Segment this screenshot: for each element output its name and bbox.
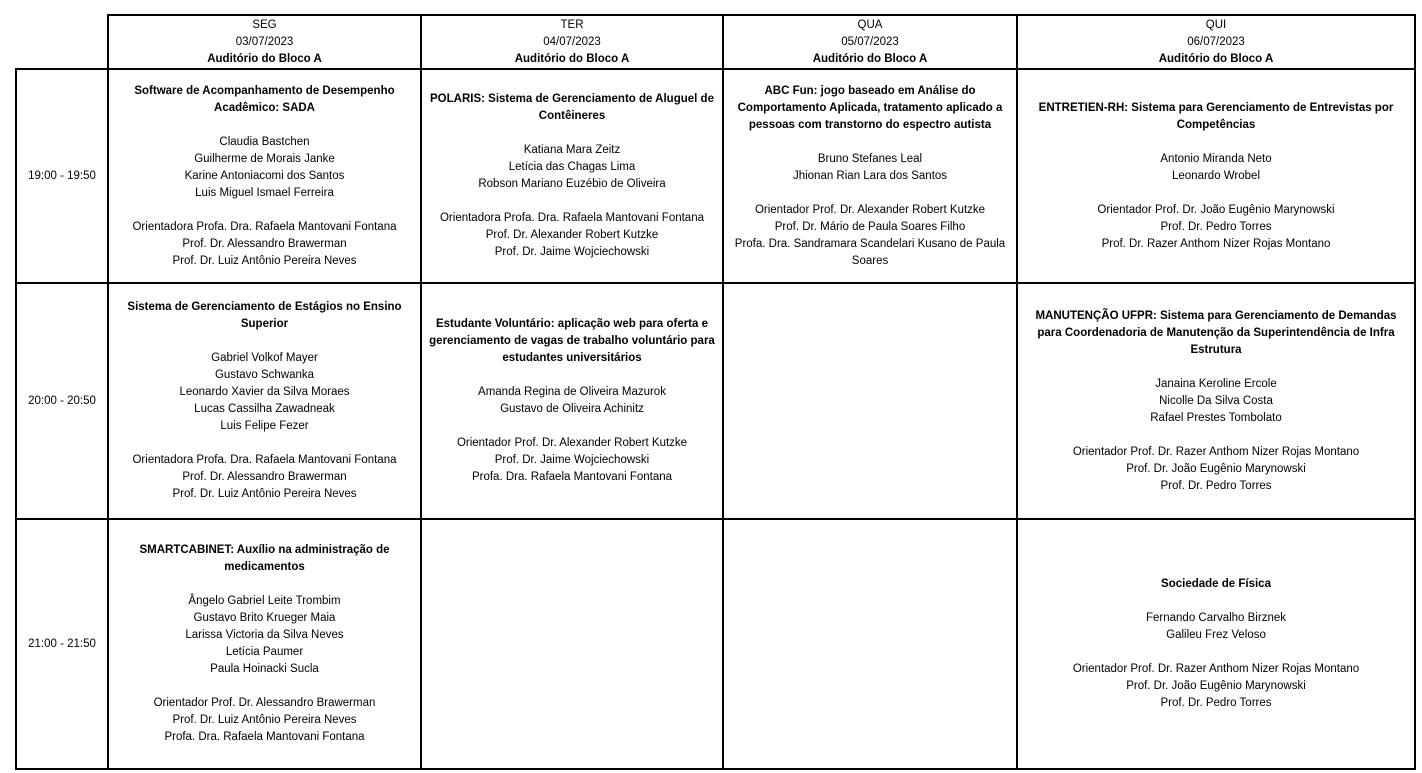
- student-name: Paula Hoinacki Sucla: [210, 663, 319, 675]
- advisor-name: Orientador Prof. Dr. Razer Anthom Nizer Rojas Montano: [1072, 445, 1360, 458]
- spacer: [1022, 644, 1410, 661]
- day-header: [108, 15, 421, 69]
- presentation-cell: [421, 69, 723, 283]
- student-name: Luis Miguel Ismael Ferreira: [195, 186, 334, 199]
- day-weekday: QUA: [857, 19, 883, 31]
- presentation-block: [1022, 520, 1410, 768]
- student-name: Gustavo Schwanka: [214, 369, 315, 381]
- spacer: [113, 117, 416, 134]
- presentation-title: POLARIS: Sistema de Gerenciamento de Aluguel de Contêineres: [430, 93, 714, 122]
- advisor-name: Prof. Dr. Jaime Wojciechowski: [494, 454, 650, 466]
- presentation-cell: [1017, 283, 1415, 519]
- time-slot-row: [16, 283, 1415, 519]
- presentation-cell: [108, 519, 421, 769]
- advisor-name: Prof. Dr. Alessandro Brawerman: [182, 471, 347, 483]
- day-weekday: QUI: [1205, 19, 1227, 31]
- spacer: [1022, 593, 1410, 610]
- advisor-name: Profa. Dra. Rafaela Mantovani Fontana: [164, 731, 365, 743]
- student-name: Fernando Carvalho Birznek: [1146, 612, 1286, 624]
- student-name: Lucas Cassilha Zawadneak: [194, 403, 335, 415]
- presentation-title: ENTRETIEN-RH: Sistema para Gerenciamento de Entrevistas por Competências: [1038, 101, 1394, 131]
- empty-slot-cell: [723, 519, 1017, 769]
- student-name: Claudia Bastchen: [219, 135, 310, 148]
- day-header: [421, 15, 723, 69]
- time-slot-row: [16, 519, 1415, 769]
- advisor-name: Orientador Prof. Dr. Alexander Robert Kutzke: [456, 437, 688, 449]
- presentation-block: [113, 520, 416, 768]
- student-name: Luis Felipe Fezer: [220, 420, 309, 432]
- presentation-title: MANUTENÇÃO UFPR: Sistema para Gerenciamento de Demandas para Coordenadoria de Manutenção da Superintendência de Infra Estrutura: [1035, 309, 1397, 356]
- presentation-block: [426, 284, 718, 518]
- day-date: 04/07/2023: [543, 36, 601, 48]
- student-name: Gustavo Brito Krueger Maia: [193, 612, 336, 624]
- student-name: Leonardo Wrobel: [1171, 169, 1260, 182]
- presentation-title: Sociedade de Física: [1161, 578, 1271, 590]
- advisor-name: Profa. Dra. Sandramara Scandelari Kusano de Paula Soares: [734, 237, 1006, 267]
- student-name: Rafael Prestes Tombolato: [1150, 411, 1282, 424]
- schedule-table: [15, 14, 1416, 770]
- presentation-title: SMARTCABINET: Auxílio na administração de medicamentos: [139, 544, 390, 573]
- presentation-block: [426, 70, 718, 282]
- presentation-title: ABC Fun: jogo baseado em Análise do Comportamento Aplicada, tratamento aplicado a pessoas com transtorno do espectro autista: [737, 84, 1003, 131]
- advisor-name: Prof. Dr. Luiz Antônio Pereira Neves: [172, 714, 357, 726]
- day-venue: Auditório do Bloco A: [812, 53, 928, 65]
- advisor-name: Orientadora Profa. Dra. Rafaela Mantovani Fontana: [132, 454, 397, 466]
- spacer: [1022, 359, 1410, 376]
- student-name: Katiana Mara Zeitz: [523, 144, 621, 156]
- presentation-block: [113, 70, 416, 282]
- student-name: Janaina Keroline Ercole: [1155, 377, 1277, 390]
- spacer: [728, 134, 1012, 151]
- advisor-name: Prof. Dr. Mário de Paula Soares Filho: [774, 220, 966, 233]
- day-venue: Auditório do Bloco A: [207, 53, 322, 65]
- day-date: 03/07/2023: [235, 36, 294, 48]
- spacer: [426, 125, 718, 142]
- advisor-name: Prof. Dr. João Eugênio Marynowski: [1126, 462, 1306, 475]
- time-label: 20:00 - 20:50: [16, 283, 108, 519]
- student-name: Larissa Victoria da Silva Neves: [185, 629, 344, 641]
- advisor-name: Prof. Dr. Alessandro Brawerman: [182, 237, 347, 250]
- advisor-name: Orientador Prof. Dr. Alessandro Brawerman: [153, 697, 376, 709]
- presentation-title: Estudante Voluntário: aplicação web para oferta e gerenciamento de vagas de trabalho voluntário para estudantes universitários: [429, 318, 715, 364]
- student-name: Guilherme de Morais Janke: [194, 152, 335, 165]
- student-name: Amanda Regina de Oliveira Mazurok: [478, 386, 666, 398]
- student-name: Robson Mariano Euzébio de Oliveira: [478, 178, 666, 190]
- time-label: 21:00 - 21:50: [16, 519, 108, 769]
- presentation-block: [1022, 284, 1410, 518]
- spacer: [113, 576, 416, 593]
- presentation-block: [1022, 70, 1410, 282]
- advisor-name: Prof. Dr. Pedro Torres: [1160, 479, 1272, 492]
- day-date: 05/07/2023: [841, 36, 899, 48]
- spacer: [426, 367, 718, 384]
- empty-slot-cell: [421, 519, 723, 769]
- student-name: Ângelo Gabriel Leite Trombim: [188, 595, 341, 607]
- student-name: Bruno Stefanes Leal: [817, 152, 923, 165]
- time-label: 19:00 - 19:50: [16, 69, 108, 283]
- student-name: Nicolle Da Silva Costa: [1159, 394, 1273, 407]
- advisor-name: Prof. Dr. Luiz Antônio Pereira Neves: [172, 254, 357, 267]
- advisor-name: Profa. Dra. Rafaela Mantovani Fontana: [471, 471, 673, 483]
- presentation-cell: [1017, 69, 1415, 283]
- spacer: [1022, 185, 1410, 202]
- advisor-name: Prof. Dr. Jaime Wojciechowski: [494, 246, 650, 258]
- empty-slot-cell: [723, 283, 1017, 519]
- advisor-name: Prof. Dr. Pedro Torres: [1160, 697, 1272, 709]
- student-name: Gabriel Volkof Mayer: [211, 352, 318, 364]
- advisor-name: Orientador Prof. Dr. João Eugênio Marynowski: [1097, 203, 1335, 216]
- presentation-cell: [108, 69, 421, 283]
- spacer: [426, 193, 718, 210]
- student-name: Letícia Paumer: [225, 646, 304, 658]
- time-slot-row: [16, 69, 1415, 283]
- student-name: Karine Antoniacomi dos Santos: [184, 169, 345, 182]
- presentation-cell: [723, 69, 1017, 283]
- spacer: [426, 418, 718, 435]
- day-venue: Auditório do Bloco A: [514, 53, 630, 65]
- presentation-title: Software de Acompanhamento de Desempenho Acadêmico: SADA: [134, 84, 395, 114]
- header-row: [16, 15, 1415, 69]
- student-name: Jhionan Rian Lara dos Santos: [792, 169, 948, 182]
- advisor-name: Prof. Dr. João Eugênio Marynowski: [1126, 680, 1306, 692]
- presentation-block: [728, 70, 1012, 282]
- corner-cell: [16, 15, 108, 69]
- spacer: [1022, 134, 1410, 151]
- spacer: [1022, 427, 1410, 444]
- day-date: 06/07/2023: [1187, 36, 1245, 48]
- day-header: [723, 15, 1017, 69]
- spacer: [113, 678, 416, 695]
- student-name: Gustavo de Oliveira Achinitz: [500, 403, 644, 415]
- presentation-cell: [421, 283, 723, 519]
- student-name: Leonardo Xavier da Silva Moraes: [179, 386, 350, 398]
- student-name: Galileu Frez Veloso: [1166, 629, 1266, 641]
- spacer: [113, 202, 416, 219]
- presentation-block: [113, 284, 416, 518]
- day-weekday: TER: [560, 19, 584, 31]
- day-venue: Auditório do Bloco A: [1158, 53, 1274, 65]
- advisor-name: Prof. Dr. Alexander Robert Kutzke: [485, 229, 659, 241]
- day-weekday: SEG: [252, 19, 277, 31]
- advisor-name: Prof. Dr. Luiz Antônio Pereira Neves: [172, 488, 357, 500]
- spacer: [728, 185, 1012, 202]
- spacer: [113, 333, 416, 350]
- advisor-name: Prof. Dr. Pedro Torres: [1160, 220, 1272, 233]
- presentation-cell: [108, 283, 421, 519]
- day-header: [1017, 15, 1415, 69]
- advisor-name: Orientadora Profa. Dra. Rafaela Mantovani Fontana: [439, 212, 704, 224]
- student-name: Letícia das Chagas Lima: [508, 161, 636, 173]
- presentation-title: Sistema de Gerenciamento de Estágios no Ensino Superior: [127, 301, 402, 330]
- presentation-cell: [1017, 519, 1415, 769]
- advisor-name: Prof. Dr. Razer Anthom Nizer Rojas Montano: [1101, 237, 1331, 250]
- schedule-body: [16, 69, 1415, 769]
- advisor-name: Orientador Prof. Dr. Razer Anthom Nizer Rojas Montano: [1072, 663, 1360, 675]
- student-name: Antonio Miranda Neto: [1160, 152, 1272, 165]
- advisor-name: Orientadora Profa. Dra. Rafaela Mantovani Fontana: [132, 220, 397, 233]
- spacer: [113, 435, 416, 452]
- advisor-name: Orientador Prof. Dr. Alexander Robert Kutzke: [754, 203, 986, 216]
